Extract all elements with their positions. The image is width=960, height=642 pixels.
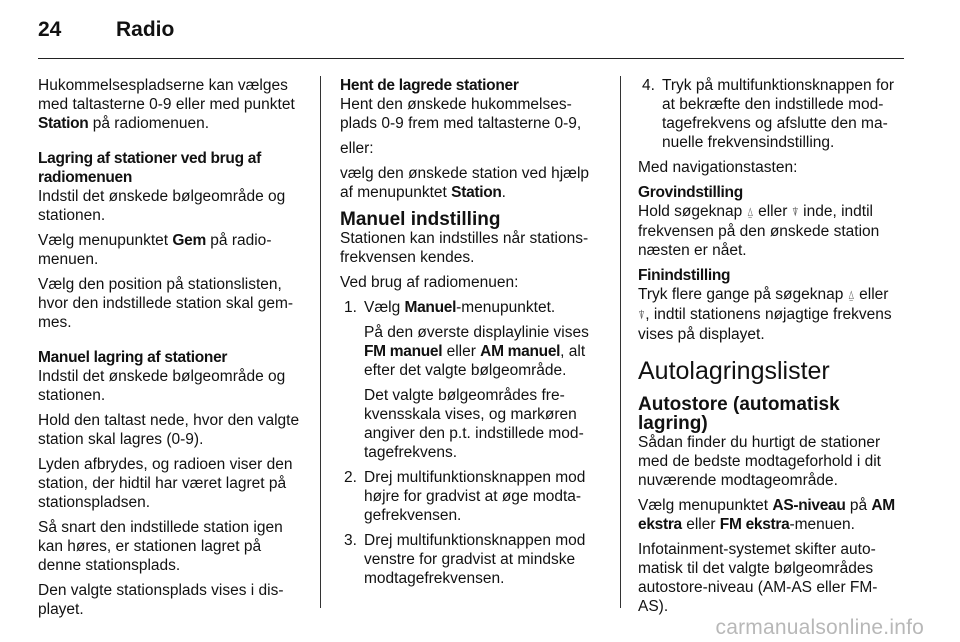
- paragraph: Den valgte stationsplads vises i displayet.: [38, 582, 284, 618]
- seek-up-icon: ⍙: [746, 205, 754, 219]
- paragraph: Stationen kan indstilles når stationsfrekvensen kendes.: [340, 230, 589, 266]
- paragraph: Vælg menupunktet Gem på radiomenuen.: [38, 232, 272, 268]
- paragraph: Hold søgeknap ⍙ eller ⍒ inde, indtil frekvensen på den ønskede station næsten er nået.: [638, 203, 880, 259]
- heading-manuel-lagring: Manuel lagring af stationer: [38, 349, 228, 366]
- column-1: [38, 76, 306, 625]
- heading-lagring: Lagring af stationer ved brug af radiomenuen: [38, 150, 261, 186]
- heading-hent: Hent de lagrede stationer: [340, 77, 519, 94]
- list-subparagraph: Det valgte bølgeområdes frekvensskala vises, og markøren angiver den p.t. indstillede modtagefrekvens.: [364, 387, 584, 461]
- heading-finindstilling: Finindstilling: [638, 267, 731, 284]
- list-item: 1. Vælg Manuel-menupunktet. På den øverste displaylinie vises FM manuel eller AM manuel, alt efter det valgte bølgeområde. Det valgte bølgeområdes frekvensskala vises, og markøren angiver den p.t. indstillede modtagefrekvens.: [340, 298, 602, 462]
- heading-autolagringslister: Autolagringslister: [638, 357, 830, 385]
- paragraph: Tryk flere gange på søgeknap ⍙ eller ⍒, indtil stationens nøjagtige frekvens vises på displayet.: [638, 286, 892, 343]
- list-item: 2. Drej multifunktionsknappen mod højre for gradvist at øge modtagefrekvensen.: [344, 469, 586, 524]
- seek-down-icon: ⍒: [791, 205, 799, 219]
- column-2: [340, 76, 602, 594]
- heading-grovindstilling: Grovindstilling: [638, 184, 743, 201]
- paragraph: Med navigationstasten:: [638, 159, 798, 176]
- page-title: Radio: [116, 18, 175, 41]
- page-header: [38, 18, 174, 42]
- watermark: carmanualsonline.info: [715, 616, 924, 639]
- paragraph: Lyden afbrydes, og radioen viser den station, der hidtil har været lagret på stationspladsen.: [38, 456, 293, 511]
- step-list: [340, 298, 602, 588]
- paragraph: vælg den ønskede station ved hjælp af menupunktet Station.: [340, 165, 590, 201]
- list-item: 3. Drej multifunktionsknappen mod venstre for gradvist at mindske modtagefrekvensen.: [344, 532, 586, 587]
- paragraph: Ved brug af radiomenuen:: [340, 274, 519, 291]
- page-number: 24: [38, 18, 62, 41]
- column-divider-1: [320, 76, 321, 608]
- paragraph: Så snart den indstillede station igen kan høres, er stationen lagret på denne stationsplads.: [38, 519, 283, 574]
- paragraph: Hold den taltast nede, hvor den valgte station skal lagres (0-9).: [38, 412, 300, 448]
- seek-down-icon: ⍒: [638, 308, 646, 322]
- paragraph: Vælg den position på stationslisten, hvor den indstillede station skal gemmes.: [38, 276, 294, 331]
- list-item: 4. Tryk på multifunktionsknappen for at bekræfte den indstillede modtagefrekvens og afslutte den manuelle frekvensindstilling.: [642, 77, 895, 151]
- paragraph: Indstil det ønskede bølgeområde og stationen.: [38, 188, 286, 224]
- paragraph: Infotainment-systemet skifter automatisk til det valgte bølgeområdes autostore-niveau (AM-AS eller FM-AS).: [638, 541, 878, 615]
- header-rule: [38, 58, 904, 59]
- paragraph: Indstil det ønskede bølgeområde og stationen.: [38, 368, 286, 404]
- column-divider-2: [620, 76, 621, 608]
- seek-up-icon: ⍙: [847, 288, 855, 302]
- paragraph: Hent den ønskede hukommelsesplads 0-9 frem med taltasterne 0-9,: [340, 96, 582, 132]
- list-subparagraph: På den øverste displaylinie vises FM manuel eller AM manuel, alt efter det valgte bølgeområde.: [364, 324, 589, 379]
- paragraph: eller:: [340, 140, 374, 157]
- heading-manuel-indstilling: Manuel indstilling: [340, 209, 501, 230]
- intro-paragraph: Hukommelsespladserne kan vælges med taltasterne 0-9 eller med punktet Station på radiomenuen.: [38, 77, 295, 132]
- step-list-continued: [638, 76, 904, 152]
- paragraph: Vælg menupunktet AS-niveau på AM ekstra eller FM ekstra-menuen.: [638, 497, 895, 533]
- paragraph: Sådan finder du hurtigt de stationer med de bedste modtageforhold i dit nuværende modtageområde.: [638, 434, 881, 489]
- heading-autostore: Autostore (automatisk lagring): [638, 394, 840, 434]
- column-3: [638, 76, 904, 622]
